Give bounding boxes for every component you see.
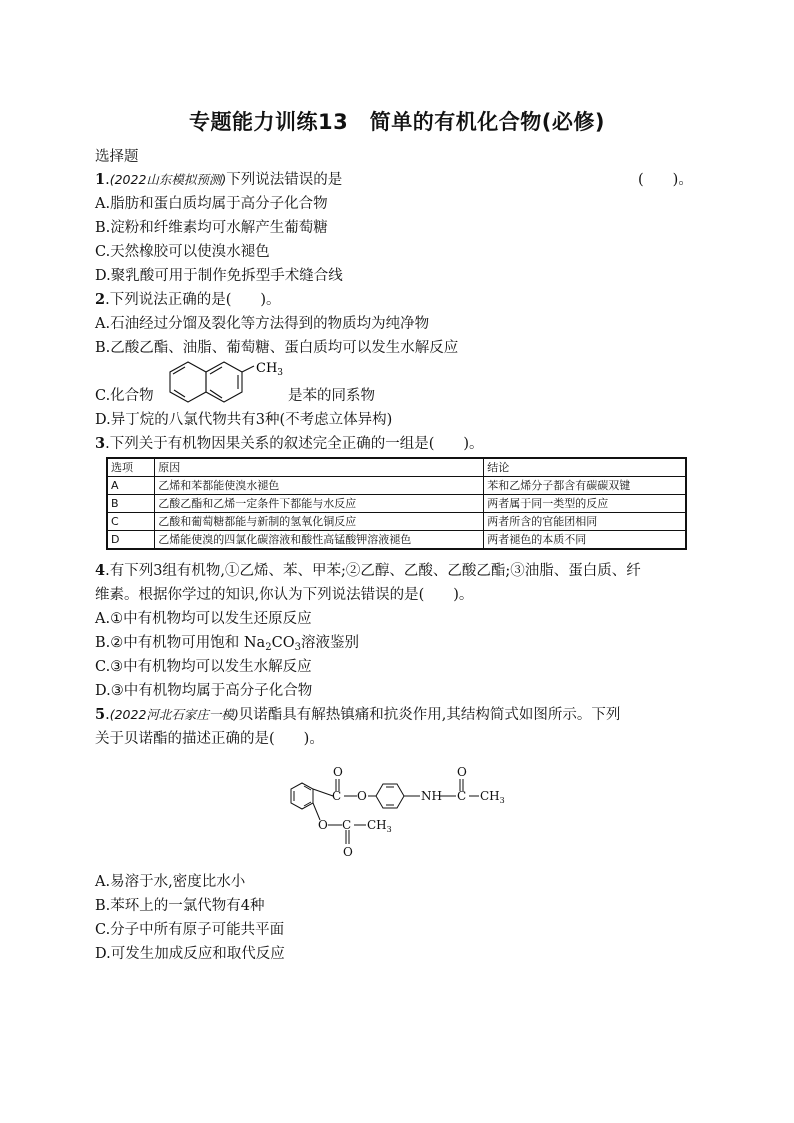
q1-dot: . bbox=[105, 172, 110, 188]
q1-option-b: B.淀粉和纤维素均可水解产生葡萄糖 bbox=[95, 220, 328, 236]
table-cell: D bbox=[107, 531, 155, 550]
q2-option-b: B.乙酸乙酯、油脂、葡萄糖、蛋白质均可以发生水解反应 bbox=[95, 340, 459, 356]
methylnaphthalene-structure bbox=[160, 358, 290, 406]
table-row bbox=[107, 495, 686, 513]
table-row bbox=[107, 531, 686, 550]
methyl-group: $CH_3$ bbox=[367, 818, 392, 834]
atom-nh: NH bbox=[421, 789, 442, 803]
q4-question-1: .有下列3组有机物,①乙烯、苯、甲苯;②乙醇、乙酸、乙酸乙酯;③油脂、蛋白质、纤 bbox=[105, 563, 641, 579]
q2-option-d: D.异丁烷的八氯代物共有3种(不考虑立体异构) bbox=[95, 412, 393, 428]
atom-o: O bbox=[457, 765, 467, 779]
table-cell: 乙烯和苯都能使溴水褪色 bbox=[155, 477, 484, 495]
table-header-cell: 结论 bbox=[484, 458, 686, 477]
table-cell: 两者所含的官能团相同 bbox=[484, 513, 686, 531]
q5-source: (2022河北石家庄一模) bbox=[109, 707, 239, 722]
q1-option-c: C.天然橡胶可以使溴水褪色 bbox=[95, 244, 270, 260]
table-row bbox=[107, 513, 686, 531]
atom-c: C bbox=[342, 818, 352, 832]
q2-stem bbox=[95, 290, 281, 310]
q4-number: 4 bbox=[95, 562, 106, 579]
q2-number: 2 bbox=[95, 291, 106, 308]
q1-source: (2022山东模拟预测) bbox=[109, 172, 227, 187]
q4-option-d: D.③中有机物均属于高分子化合物 bbox=[95, 683, 313, 699]
q1-question: 下列说法错误的是 bbox=[226, 172, 343, 188]
q1-option-d: D.聚乳酸可用于制作免拆型手术缝合线 bbox=[95, 268, 343, 284]
q2-question: .下列说法正确的是( )。 bbox=[105, 292, 281, 308]
table-cell: 两者褪色的本质不同 bbox=[484, 531, 686, 550]
q2-option-c-suffix: 是苯的同系物 bbox=[288, 388, 375, 404]
q3-table bbox=[106, 457, 687, 550]
methyl-group: $CH_3$ bbox=[480, 789, 505, 805]
atom-c: C bbox=[457, 789, 467, 803]
table-cell: 两者属于同一类型的反应 bbox=[484, 495, 686, 513]
q5-option-a: A.易溶于水,密度比水小 bbox=[95, 874, 246, 890]
table-cell: 苯和乙烯分子都含有碳碳双键 bbox=[484, 477, 686, 495]
q3-stem bbox=[95, 434, 484, 454]
q1-number: 1 bbox=[95, 171, 106, 188]
q1-option-a: A.脂肪和蛋白质均属于高分子化合物 bbox=[95, 196, 328, 212]
q5-stem-line1 bbox=[95, 705, 620, 725]
table-header-row bbox=[107, 458, 686, 477]
atom-c: C bbox=[332, 789, 342, 803]
table-header-cell: 选项 bbox=[107, 458, 155, 477]
table-cell: A bbox=[107, 477, 155, 495]
table-header-cell: 原因 bbox=[155, 458, 484, 477]
table-cell: 乙烯能使溴的四氯化碳溶液和酸性高锰酸钾溶液褪色 bbox=[155, 531, 484, 550]
q5-option-c: C.分子中所有原子可能共平面 bbox=[95, 922, 285, 938]
q4-option-c: C.③中有机物均可以发生水解反应 bbox=[95, 659, 312, 675]
section-label: 选择题 bbox=[95, 149, 139, 165]
q4-stem-line2: 维素。根据你学过的知识,你认为下列说法错误的是( )。 bbox=[95, 587, 474, 603]
table-cell: 乙酸和葡萄糖都能与新制的氢氧化铜反应 bbox=[155, 513, 484, 531]
table-row bbox=[107, 477, 686, 495]
q4-stem-line1 bbox=[95, 561, 641, 581]
q5-option-b: B.苯环上的一氯代物有4种 bbox=[95, 898, 265, 914]
atom-o: O bbox=[357, 789, 367, 803]
q5-dot: . bbox=[105, 707, 110, 723]
q2-methyl-group: $CH_3$ bbox=[256, 361, 284, 378]
atom-o: O bbox=[343, 845, 353, 859]
page-title: 专题能力训练13 简单的有机化合物(必修) bbox=[189, 110, 605, 134]
q4-option-b: B.②中有机物可用饱和 $Na_2CO_3$溶液鉴别 bbox=[95, 635, 359, 653]
q5-option-d: D.可发生加成反应和取代反应 bbox=[95, 946, 285, 962]
atom-o: O bbox=[318, 818, 328, 832]
atom-o: O bbox=[333, 765, 343, 779]
q5-stem-line2: 关于贝诺酯的描述正确的是( )。 bbox=[95, 731, 324, 747]
q5-question-1: 贝诺酯具有解热镇痛和抗炎作用,其结构简式如图所示。下列 bbox=[238, 707, 621, 723]
table-cell: B bbox=[107, 495, 155, 513]
q2-option-a: A.石油经过分馏及裂化等方法得到的物质均为纯净物 bbox=[95, 316, 430, 332]
q1-answer-paren: ( )。 bbox=[638, 172, 693, 188]
benorilate-structure bbox=[280, 758, 520, 862]
q3-question: .下列关于有机物因果关系的叙述完全正确的一组是( )。 bbox=[105, 436, 484, 452]
q2-option-c-prefix: C.化合物 bbox=[95, 388, 154, 404]
table-cell: 乙酸乙酯和乙烯一定条件下都能与水反应 bbox=[155, 495, 484, 513]
q4-option-a: A.①中有机物均可以发生还原反应 bbox=[95, 611, 312, 627]
q3-number: 3 bbox=[95, 435, 106, 452]
q5-number: 5 bbox=[95, 706, 106, 723]
table-cell: C bbox=[107, 513, 155, 531]
q1-stem bbox=[95, 170, 342, 190]
